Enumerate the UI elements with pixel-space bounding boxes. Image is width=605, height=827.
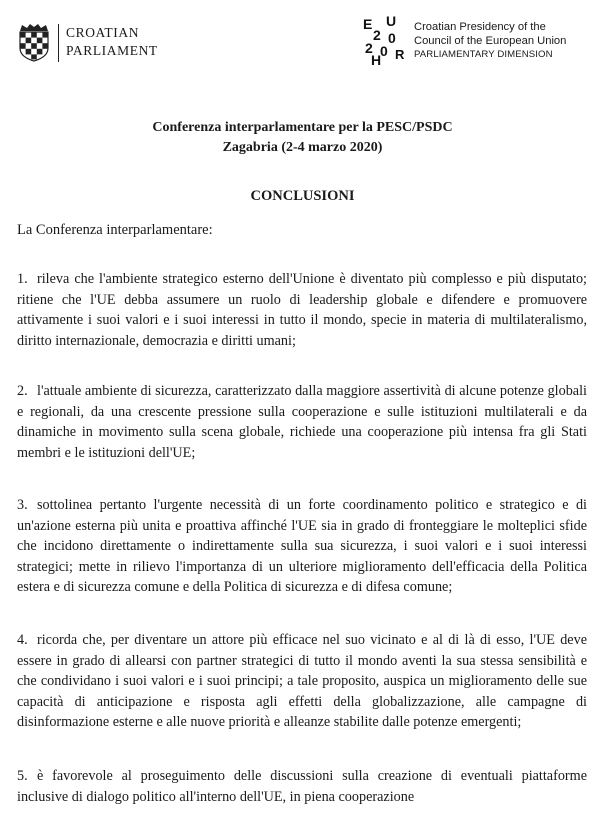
parliament-name [66,24,158,60]
item-text: ricorda che, per diventare un attore più efficace nel suo vicinato e al di là di esso, l'UE deve essere in grado di allearsi con partner strategici di tutto il mondo aventi la sua stessa sensibilità e che condividano i suoi valori e i suoi principi; a tale proposito, auspica un miglioramento delle sue capacità di anticipazione e risposta agli effetti della globalizzazione, alle campagne di disinformazione esterne e alle nuove priorità e alleanze stabilite dalle potenze emergenti; [17,632,587,730]
item-text: sottolinea pertanto l'urgente necessità di un forte coordinamento politico e strategico e di un'azione esterna più unita e proattiva affinché l'UE sia in grado di fronteggiare le molteplici sfide che incidono direttamente o indirettamente sulla sua sicurezza, i suoi valori e i suoi interessi strategici; mette in rilievo l'importanza di un ulteriore miglioramento dell'efficacia della Politica estera e di sicurezza comune e della Politica di sicurezza e di difesa comune; [17,497,587,595]
item-number: 4. [17,632,28,648]
item-number: 5. [17,768,28,784]
logo-letter: 0 [388,30,396,46]
intro-text: La Conferenza interparlamentare: [17,222,213,238]
logo-letter: 2 [365,40,373,56]
logo-letter: E [363,16,373,32]
list-item [17,766,587,807]
logo-letter: U [386,16,397,29]
item-text: l'attuale ambiente di sicurezza, caratterizzato dalla maggiore assertività di alcune potenze globali e regionali, da una crescente pressione sulla cooperazione e sulle istituzioni multilaterali e da dinamiche in movimento sulla scena globale, richiede una cooperazione più intensa fra gli Stati membri e le istituzioni dell'UE; [17,383,587,461]
document-title: Conferenza interparlamentare per la PESC/PSDC [152,120,453,135]
item-number: 3. [17,497,28,513]
logo-letter: 0 [380,43,388,59]
list-item [17,381,587,463]
item-text: rileva che l'ambiente strategico esterno dell'Unione è diventato più complesso e più disputato; ritiene che l'UE debba assumere un ruolo di leadership globale e difendere e promuovere attivamente i suoi valori e i suoi interessi in tutto il mondo, specie in materia di multilateralismo, diritto internazionale, democrazia e diritti umani; [17,271,587,349]
presidency-line2: Council of the European Union [414,35,567,47]
logo-letter: H [371,52,382,66]
item-number: 1. [17,271,28,287]
document-subtitle: Zagabria (2-4 marzo 2020) [222,140,383,155]
croatian-parliament-header [18,24,158,62]
presidency-text [414,20,566,62]
list-item [17,495,587,598]
presidency-line3: PARLIAMENTARY DIMENSION [414,49,553,60]
presidency-header [362,16,566,66]
presidency-line1: Croatian Presidency of the [414,21,546,33]
list-item [17,269,587,351]
item-number: 2. [17,383,28,399]
logo-letter: 2 [373,27,381,43]
conclusions-heading: CONCLUSIONI [250,188,355,204]
header-divider [58,24,59,62]
item-text: è favorevole al proseguimento delle discussioni sulla creazione di eventuali piattaforme inclusive di dialogo politico all'interno dell'UE, in piena cooperazione [17,768,587,805]
parliament-name-line2: PARLIAMENT [66,43,158,58]
logo-letter: R [395,47,405,62]
parliament-name-line1: CROATIAN [66,25,140,40]
list-item [17,630,587,733]
eu2020hr-logo-icon [362,16,408,66]
croatian-coat-of-arms-icon [18,24,50,62]
